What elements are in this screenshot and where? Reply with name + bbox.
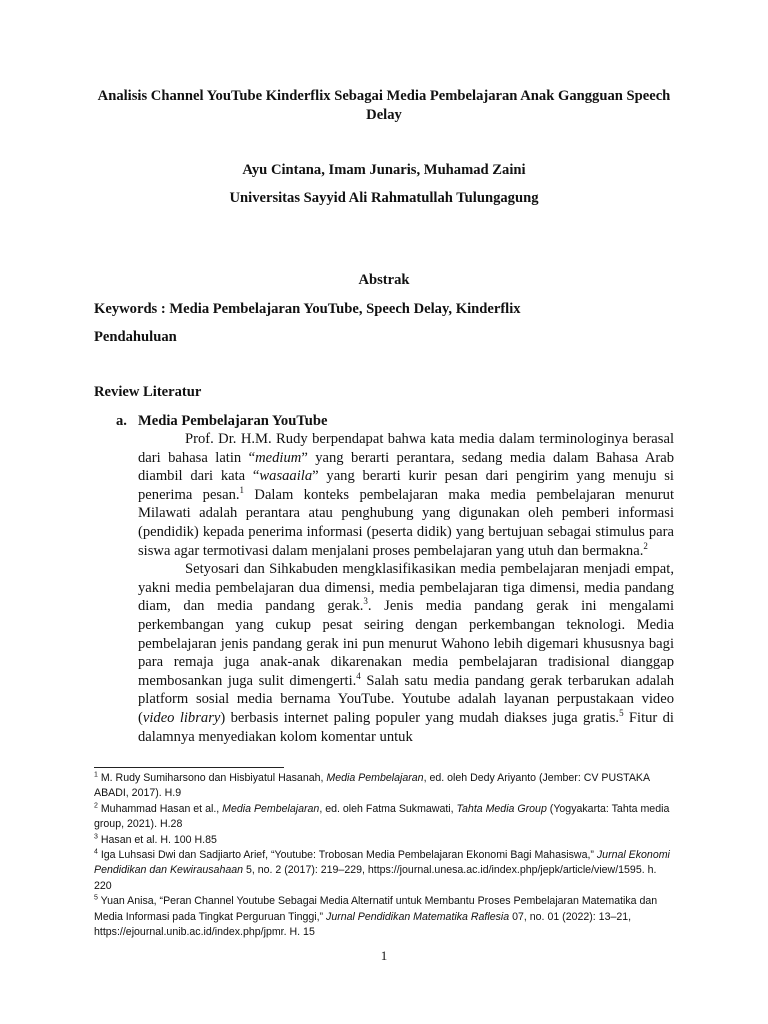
footnote-number: 5 xyxy=(94,894,98,902)
footnote-ref[interactable]: 1 xyxy=(239,484,245,495)
section-a-heading xyxy=(116,413,327,430)
footnote-separator xyxy=(94,767,284,768)
text-run: (Yogyakarta: Tahta media group, 2021). H.28 xyxy=(94,802,670,831)
footnote-5 xyxy=(94,894,674,940)
text-run: , ed. oleh Fatma Sukmawati, xyxy=(319,802,457,815)
paragraph-2 xyxy=(138,560,674,746)
text-run: ” yang berarti kurir pesan dari pengirim yang menuju si penerima pesan. xyxy=(138,468,674,503)
text-run: Setyosari dan Sihkabuden mengklasifikasikan media pembelajaran menjadi empat, yakni media pembelajaran dua dimensi, media pembelajaran tiga dimensi, media pandang diam, dan media pandang gerak. xyxy=(138,561,674,615)
review-heading: Review Literatur xyxy=(94,384,202,400)
text-run: Yuan Anisa, “Peran Channel Youtube Sebagai Media Alternatif untuk Membantu Proses Pembelajaran Matematika dan Media Informasi pada Tingkat Perguruan Tinggi,” xyxy=(94,895,658,923)
text-run: ” yang berarti perantara, sedang media dalam Bahasa Arab diambil dari kata “ xyxy=(138,449,674,485)
paragraph-1 xyxy=(138,430,674,560)
footnote-ref[interactable]: 3 xyxy=(363,596,368,607)
paper-title: Analisis Channel YouTube Kinderflix Sebagai Media Pembelajaran Anak Gangguan Speech Delay xyxy=(97,88,671,123)
footnote-ref[interactable]: 5 xyxy=(619,708,624,719)
keywords-line: Keywords : Media Pembelajaran YouTube, Speech Delay, Kinderflix xyxy=(94,301,521,317)
author-list: Ayu Cintana, Imam Junaris, Muhamad Zaini xyxy=(242,162,526,178)
italic-title: Tahta Media Group xyxy=(456,802,547,815)
text-run: Salah satu media pandang gerak terbarukan adalah platform sosial media bernama YouTube. Youtube adalah layanan perpustakaan video ( xyxy=(138,672,674,726)
text-run: , ed. oleh Dedy Ariyanto (Jember: CV PUSTAKA ABADI, 2017). H.9 xyxy=(94,772,650,800)
abstract-heading: Abstrak xyxy=(358,272,410,288)
footnote-3 xyxy=(94,833,674,848)
text-run: 5, no. 2 (2017): 219–229, https://journal.unesa.ac.id/index.php/jepk/article/view/1595. h. 220 xyxy=(94,864,657,892)
footnote-2 xyxy=(94,802,674,833)
text-run: Iga Luhsasi Dwi dan Sadjiarto Arief, “Youtube: Trobosan Media Pembelajaran Ekonomi Bagi Mahasiswa,” xyxy=(97,849,597,862)
body-text xyxy=(138,430,674,746)
text-run: Dalam konteks pembelajaran maka media pembelajaran menurut Milawati adalah perantara atau penghubung yang digunakan oleh pemberi informasi (pendidik) kepada penerima informasi (peserta didik) yang bertujuan sebagai stimulus para siswa agar termotivasi dalam menjalani proses pembelajaran yang utuh dan bermakna. xyxy=(138,486,674,559)
footnote-number: 2 xyxy=(94,802,98,810)
affiliation: Universitas Sayyid Ali Rahmatullah Tulungagung xyxy=(229,190,539,206)
footnote-ref[interactable]: 2 xyxy=(643,540,648,551)
footnote-number: 4 xyxy=(94,848,98,856)
italic-term: video library xyxy=(142,709,221,726)
footnote-number: 3 xyxy=(94,833,98,841)
italic-title: Media Pembelajaran xyxy=(326,772,424,784)
footnote-4 xyxy=(94,848,674,894)
text-run: Muhammad Hasan et al., xyxy=(97,802,223,815)
text-run: . Jenis media pandang gerak ini mengalami perkembangan yang cukup pesat seiring dengan perkembangan teknologi. Media pembelajaran jenis pandang gerak ini pun menurut Wahono lebih digemari khususnya bagi para remaja juga anak-anak dikarenakan media pembelajaran tradisional dianggap membosankan juga sulit dimengerti. xyxy=(138,598,674,689)
text-run: Fitur di dalamnya menyediakan kolom komentar untuk xyxy=(138,709,674,745)
page-number: 1 xyxy=(380,948,388,963)
italic-title: Jurnal Pendidikan Matematika Raflesia xyxy=(326,910,510,923)
text-run: M. Rudy Sumiharsono dan Hisbiyatul Hasanah, xyxy=(97,772,327,784)
italic-title: Media Pembelajaran xyxy=(222,802,320,815)
section-marker: a. xyxy=(116,413,127,429)
italic-title: Jurnal Ekonomi Pendidikan dan Kewirausahaan xyxy=(94,849,670,877)
italic-term: wasaaila xyxy=(259,468,313,485)
text-run: 07, no. 01 (2022): 13–21, https://ejournal.unib.ac.id/index.php/jpmr. H. 15 xyxy=(94,910,632,939)
section-label: Media Pembelajaran YouTube xyxy=(138,413,328,429)
text-run: Hasan et al. H. 100 H.85 xyxy=(97,833,217,846)
footnote-ref[interactable]: 4 xyxy=(356,670,361,681)
text-run: ) berbasis internet paling populer yang mudah diakses juga gratis. xyxy=(220,709,620,726)
footnotes xyxy=(94,771,674,940)
intro-heading: Pendahuluan xyxy=(94,329,177,345)
italic-term: medium xyxy=(255,449,302,466)
footnote-number: 1 xyxy=(94,771,98,779)
text-run: Prof. Dr. H.M. Rudy berpendapat bahwa kata media dalam terminologinya berasal dari bahasa latin “ xyxy=(138,431,674,466)
footnote-1 xyxy=(94,771,674,802)
